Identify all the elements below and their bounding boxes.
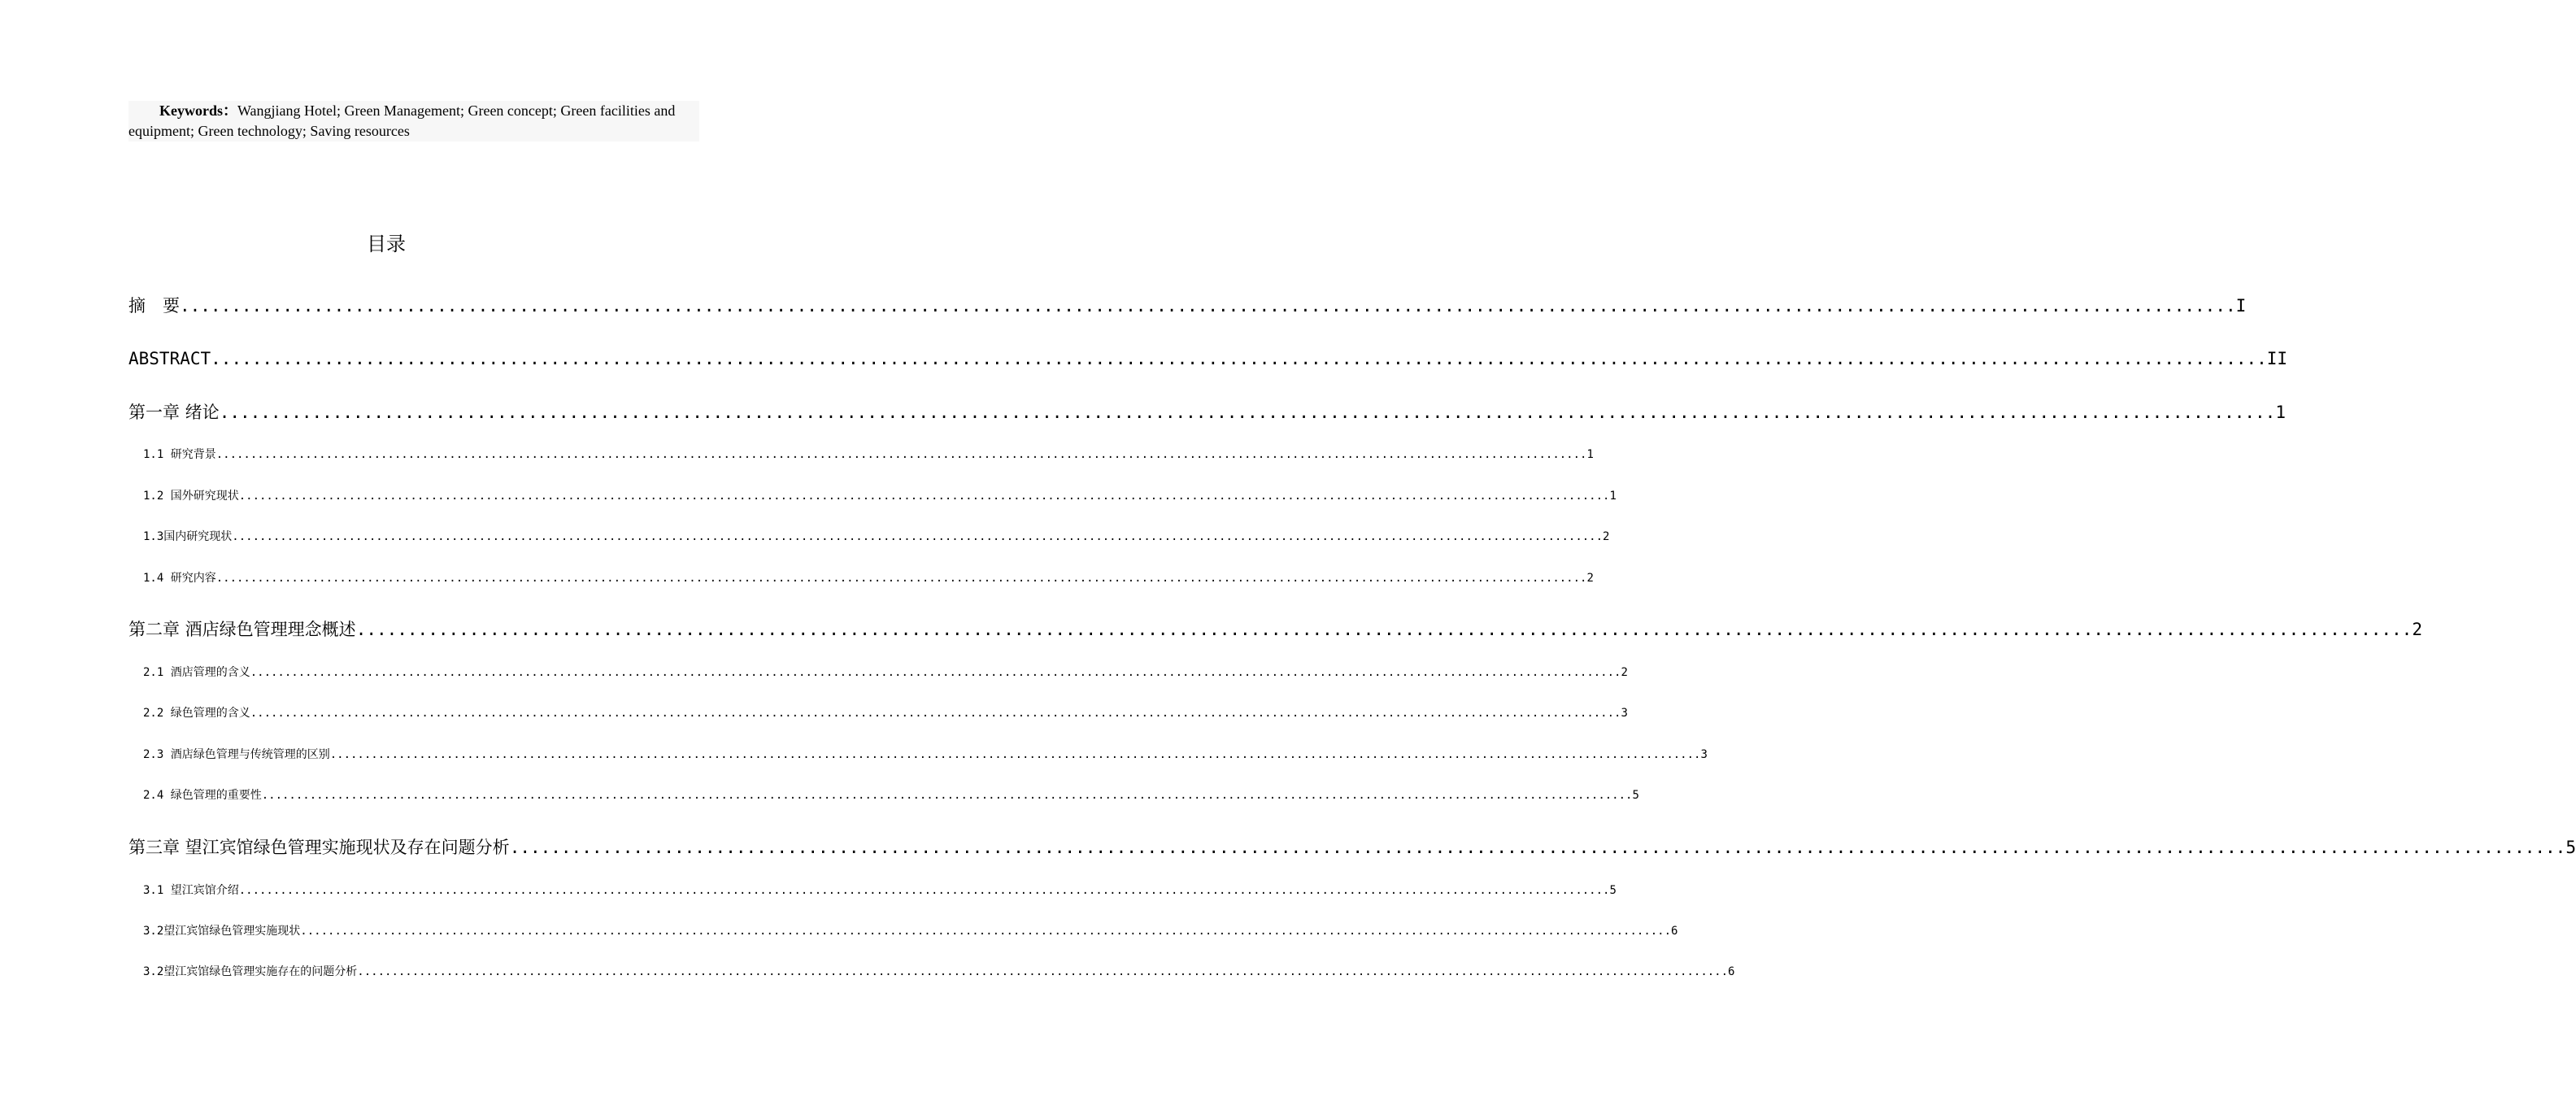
toc-entry-page: 5 bbox=[2565, 838, 2576, 857]
toc-entry-section-1-2[interactable] bbox=[143, 487, 1617, 505]
toc-leader-dots: ........................................................................................................................................................................................................ bbox=[300, 925, 1672, 938]
toc-leader-dots: ........................................................................................................................................................................................................ bbox=[250, 707, 1621, 720]
toc-entry-page: 1 bbox=[1609, 490, 1617, 503]
toc-entry-section-2-3[interactable] bbox=[143, 746, 1708, 764]
toc-leader-dots: ........................................................................................................................................................................................................ bbox=[180, 296, 2236, 316]
toc-leader-dots: ........................................................................................................................................................................................................ bbox=[215, 448, 1587, 461]
toc-entry-label: 1.1 研究背景 bbox=[143, 448, 216, 461]
keywords-paragraph bbox=[128, 101, 699, 142]
toc-leader-dots: ........................................................................................................................................................................................................ bbox=[211, 349, 2267, 368]
keywords-text: Wangjiang Hotel; Green Management; Green concept; Green facilities and equipment; Green technology; Saving resources bbox=[128, 102, 676, 139]
toc-entry-label: 2.2 绿色管理的含义 bbox=[143, 707, 250, 720]
toc-entry-section-3-1[interactable] bbox=[143, 882, 1617, 899]
toc-entry-label: 摘 要 bbox=[128, 296, 180, 316]
toc-leader-dots: ........................................................................................................................................................................................................ bbox=[329, 748, 1701, 761]
toc-entry-section-2-1[interactable] bbox=[143, 664, 1628, 681]
toc-entry-section-1-3[interactable] bbox=[143, 528, 1610, 546]
toc-leader-dots: ........................................................................................................................................................................................................ bbox=[219, 403, 2276, 422]
toc-entry-label: 1.4 研究内容 bbox=[143, 572, 216, 585]
toc-leader-dots: ........................................................................................................................................................................................................ bbox=[261, 789, 1633, 802]
toc-leader-dots: ........................................................................................................................................................................................................ bbox=[250, 666, 1621, 679]
toc-entry-page: 5 bbox=[1609, 884, 1617, 897]
toc-entry-label: 1.2 国外研究现状 bbox=[143, 490, 239, 503]
toc-entry-section-1-4[interactable] bbox=[143, 569, 1594, 587]
toc-entry-section-3-2b[interactable] bbox=[143, 963, 1735, 981]
toc-leader-dots: ........................................................................................................................................................................................................ bbox=[232, 530, 1603, 543]
toc-title: 目录 bbox=[367, 233, 406, 255]
toc-entry-page: 6 bbox=[1671, 925, 1678, 938]
toc-entry-chapter-2[interactable] bbox=[128, 617, 2422, 642]
toc-leader-dots: ........................................................................................................................................................................................................ bbox=[509, 838, 2566, 857]
toc-entry-page: I bbox=[2235, 296, 2247, 316]
toc-entry-page: II bbox=[2266, 349, 2288, 368]
toc-leader-dots: ........................................................................................................................................................................................................ bbox=[238, 490, 1610, 503]
toc-entry-page: 1 bbox=[2275, 403, 2286, 422]
toc-entry-page: 3 bbox=[1621, 707, 1628, 720]
toc-entry-chapter-3[interactable] bbox=[128, 835, 2576, 860]
toc-entry-abstract-en[interactable] bbox=[128, 346, 2288, 371]
toc-entry-label: 3.2望江宾馆绿色管理实施现状 bbox=[143, 925, 301, 938]
toc-entry-section-2-2[interactable] bbox=[143, 704, 1628, 722]
keywords-label: Keywords： bbox=[159, 102, 237, 119]
toc-leader-dots: ........................................................................................................................................................................................................ bbox=[238, 884, 1610, 897]
toc-entry-page: 3 bbox=[1700, 748, 1708, 761]
toc-entry-page: 2 bbox=[1603, 530, 1610, 543]
toc-entry-abstract-cn[interactable] bbox=[128, 294, 2247, 318]
toc-entry-label: 2.3 酒店绿色管理与传统管理的区别 bbox=[143, 748, 330, 761]
toc-entry-page: 6 bbox=[1728, 965, 1735, 978]
toc-entry-label: 2.1 酒店管理的含义 bbox=[143, 666, 250, 679]
toc-entry-page: 2 bbox=[1586, 572, 1594, 585]
toc-entry-label: ABSTRACT bbox=[128, 349, 211, 368]
toc-entry-label: 第二章 酒店绿色管理理念概述 bbox=[128, 620, 356, 639]
toc-entry-page: 5 bbox=[1632, 789, 1639, 802]
toc-entry-label: 1.3国内研究现状 bbox=[143, 530, 233, 543]
toc-entry-section-3-2a[interactable] bbox=[143, 922, 1678, 940]
toc-leader-dots: ........................................................................................................................................................................................................ bbox=[215, 572, 1587, 585]
toc-leader-dots: ........................................................................................................................................................................................................ bbox=[357, 965, 1729, 978]
toc-entry-label: 第三章 望江宾馆绿色管理实施现状及存在问题分析 bbox=[128, 838, 510, 857]
toc-entry-section-1-1[interactable] bbox=[143, 446, 1594, 464]
toc-entry-chapter-1[interactable] bbox=[128, 400, 2286, 425]
toc-entry-label: 3.2望江宾馆绿色管理实施存在的问题分析 bbox=[143, 965, 358, 978]
toc-leader-dots: ........................................................................................................................................................................................................ bbox=[355, 620, 2413, 639]
toc-entry-section-2-4[interactable] bbox=[143, 786, 1639, 804]
toc-entry-page: 2 bbox=[1621, 666, 1628, 679]
toc-entry-label: 第一章 绪论 bbox=[128, 403, 220, 422]
toc-entry-page: 2 bbox=[2412, 620, 2422, 639]
toc-entry-label: 3.1 望江宾馆介绍 bbox=[143, 884, 239, 897]
toc-entry-label: 2.4 绿色管理的重要性 bbox=[143, 789, 262, 802]
toc-entry-page: 1 bbox=[1586, 448, 1594, 461]
